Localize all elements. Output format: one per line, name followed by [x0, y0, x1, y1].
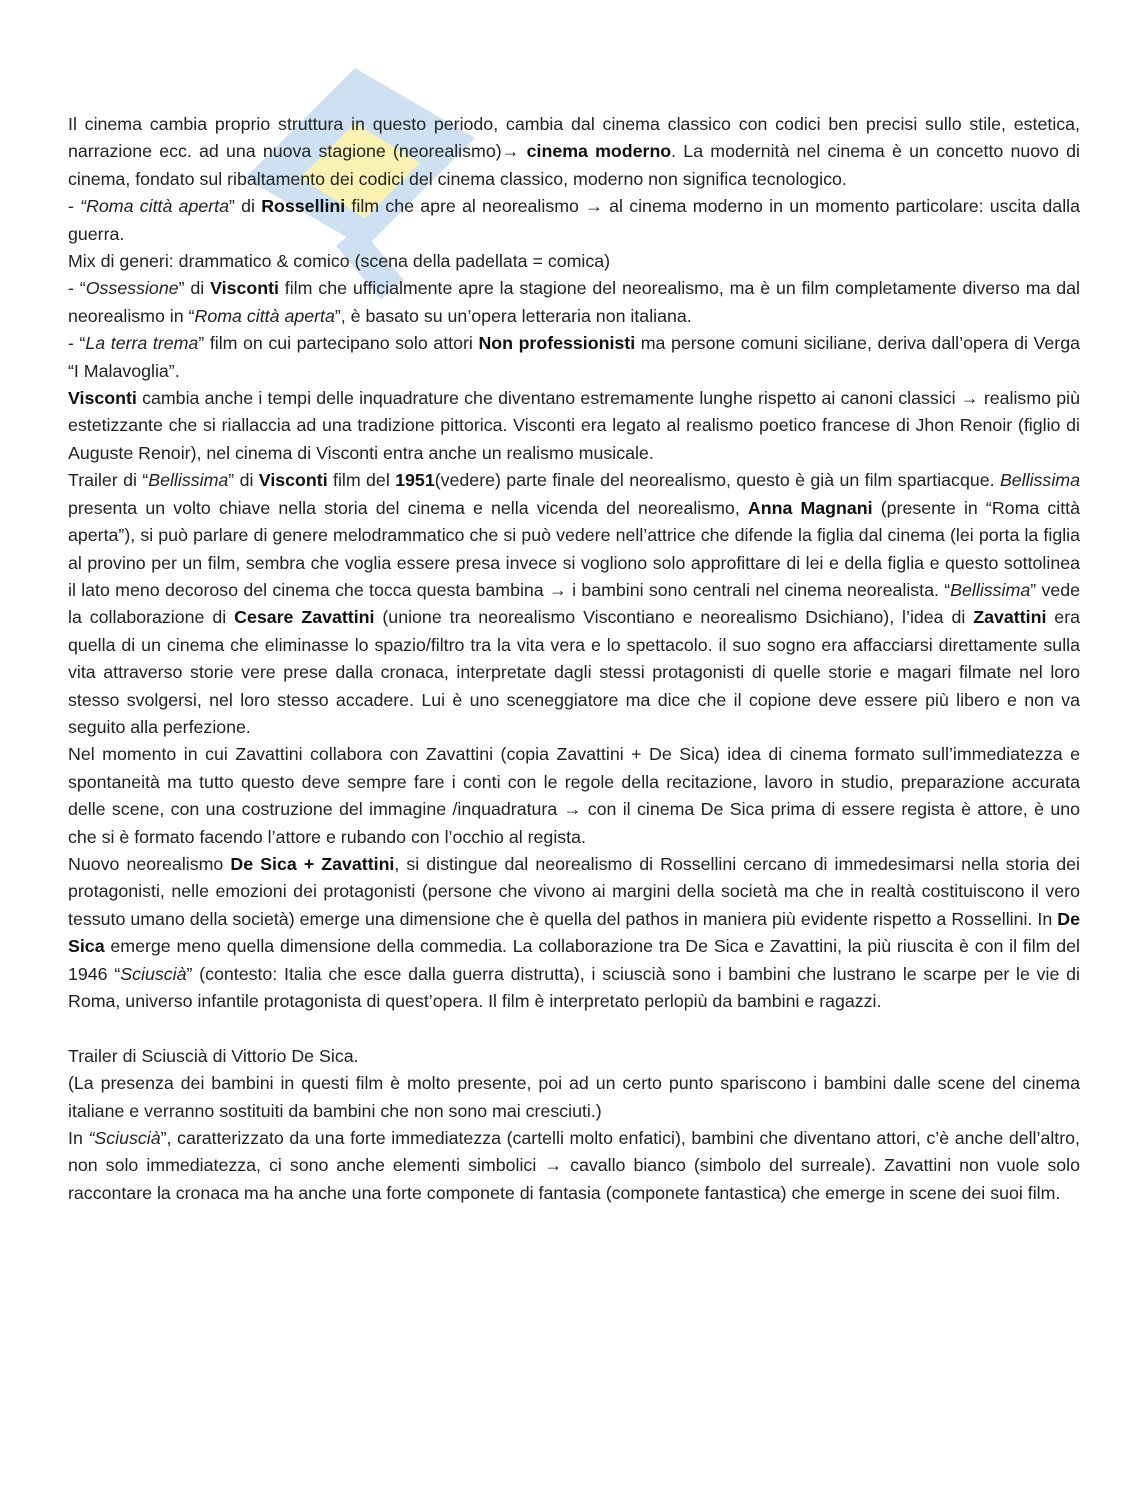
- text: ”, è basato su un’opera letteraria non italiana.: [334, 305, 692, 326]
- text: - “: [68, 278, 86, 299]
- text: ” (contesto: Italia che esce dalla guerra distrutta), i sciuscià sono i bambini che lustrano le scarpe per le vie di Roma, universo infantile protagonista di quest’opera. Il film è interpretato perlopiù da bambini e ragazzi.: [68, 963, 1080, 1011]
- text: ”, caratterizzato da una forte immediatezza (cartelli molto enfatici), bambini che diventano attori, c’è anche dell’altro, non solo immediatezza, ci sono anche elementi simbolici: [68, 1128, 1080, 1176]
- text: Trailer di “: [68, 470, 149, 491]
- film-title: Roma città aperta: [194, 305, 335, 326]
- text: - “: [68, 333, 86, 354]
- writer-name: Cesare Zavattini: [234, 607, 375, 628]
- text: con il cinema De Sica prima di essere regista è attore, è uno che si è formato facendo l’attore e rubando con l’occhio al regista.: [68, 799, 1080, 847]
- paragraph: [68, 275, 1080, 330]
- text: Il cinema cambia proprio struttura in questo periodo, cambia dal cinema classico con codici ben precisi sullo stile, estetica, narrazione ecc. ad una nuova stagione (neorealismo): [68, 114, 1080, 162]
- text: cambia anche i tempi delle inquadrature che diventano estremamente lunghe rispetto ai canoni classici: [136, 388, 961, 409]
- film-title: Bellissima: [950, 579, 1031, 600]
- director-name: De Sica: [68, 908, 1080, 957]
- paragraph: [68, 385, 1080, 467]
- text: ” di: [228, 196, 262, 217]
- director-pair: De Sica + Zavattini: [230, 853, 395, 874]
- text: . La modernità nel cinema è un concetto nuovo di cinema, fondato sul ribaltamento dei codici del cinema classico, moderno non significa tecnologico.: [68, 141, 1080, 189]
- text: i bambini sono centrali nel cinema neorealista. “: [566, 579, 951, 600]
- arrow-icon: →: [563, 799, 582, 820]
- paragraph: [68, 330, 1080, 385]
- film-title: Ossessione: [85, 278, 179, 299]
- actress-name: Anna Magnani: [747, 497, 873, 518]
- paragraph: [68, 1125, 1080, 1207]
- paragraph: [68, 193, 1080, 248]
- paragraph: Trailer di Sciuscià di Vittorio De Sica.: [68, 1045, 359, 1066]
- year: 1951: [395, 470, 435, 491]
- text: film del: [327, 470, 396, 491]
- text: era quella di un cinema che eliminasse lo spazio/filtro tra la vita vera e lo spettacolo. il suo sogno era affacciarsi direttamente sulla vita attraverso storie vere prese dalla cronaca, interpretate dagli stessi protagonisti di quelle storie e magari filmate nel loro stesso svolgersi, nel loro stesso accadere. Lui è uno sceneggiatore ma dice che il copione deve essere più libero e non va seguito alla perfezione.: [68, 607, 1081, 737]
- text: cavallo bianco (simbolo del surreale). Zavattini non vuole solo raccontare la cronaca ma ha anche una forte componete di fantasia (componete fantastica) che emerge in scene dei suoi film.: [68, 1155, 1080, 1203]
- text: In: [68, 1128, 89, 1149]
- director-name: Rossellini: [261, 196, 346, 217]
- text: , si distingue dal neorealismo di Rossellini cercano di immedesimarsi nella storia dei protagonisti, nelle emozioni dei protagonisti (persone che vivono ai margini della società ma che in realtà costituiscono il vero tessuto umano della società) emerge una dimensione che è quella del pathos in maniera più evidente rispetto a Rossellini. In: [68, 853, 1081, 929]
- text: -: [68, 196, 81, 217]
- paragraph: [68, 851, 1080, 1015]
- arrow-icon: →: [501, 141, 520, 162]
- director-name: Visconti: [210, 278, 279, 299]
- director-name: Visconti: [258, 470, 328, 491]
- arrow-icon: →: [585, 196, 603, 217]
- arrow-icon: →: [544, 1155, 563, 1176]
- paragraph: [68, 111, 1080, 193]
- text: realismo più estetizzante che si riallaccia ad una tradizione pittorica. Visconti era legato al realismo poetico francese di Jhon Renoir (figlio di Auguste Renoir), nel cinema di Visconti entra anche un realismo musicale.: [68, 388, 1080, 463]
- director-name: Visconti: [68, 388, 137, 409]
- film-title: Bellissima: [148, 470, 229, 491]
- document-page: [68, 111, 1080, 1207]
- text: film che apre al neorealismo: [345, 196, 586, 217]
- bold-text: cinema moderno: [526, 141, 672, 162]
- text: film che ufficialmente apre la stagione del neorealismo, ma è un film completamente diverso ma dal neorealismo in “: [68, 278, 1080, 326]
- blank-line: [68, 1015, 1080, 1042]
- text: emerge meno quella dimensione della commedia. La collaborazione tra De Sica e Zavattini, la più riuscita è con il film del 1946 “: [68, 936, 1080, 984]
- text: al cinema moderno in un momento particolare: uscita dalla guerra.: [68, 196, 1080, 244]
- paragraph: Mix di generi: drammatico & comico (scena della padellata = comica): [68, 251, 611, 272]
- film-title: “Sciuscià: [88, 1128, 161, 1149]
- paragraph: [68, 467, 1080, 741]
- paragraph: (La presenza dei bambini in questi film è molto presente, poi ad un certo punto spariscono i bambini dalle scene del cinema italiane e verranno sostituiti da bambini che non sono mai cresciuti.): [68, 1073, 1080, 1121]
- text: Nuovo neorealismo: [68, 853, 231, 874]
- text: ” film on cui partecipano solo attori: [198, 333, 479, 354]
- film-title: La terra trema: [85, 333, 199, 354]
- text: ” di: [178, 278, 211, 299]
- arrow-icon: →: [549, 579, 567, 600]
- text: Nel momento in cui Zavattini collabora con Zavattini (copia Zavattini + De Sica) idea di cinema formato sull’immediatezza e spontaneità ma tutto questo deve sempre fare i conti con le regole della recitazione, lavoro in studio, preparazione accurata delle scene, con una costruzione del immagine /inquadratura: [68, 744, 1080, 820]
- text: ma persone comuni siciliane, deriva dall’opera di Verga “I Malavoglia”.: [68, 333, 1080, 381]
- text: presenta un volto chiave nella storia del cinema e nella vicenda del neorealismo,: [68, 497, 748, 518]
- text: ” di: [228, 470, 259, 491]
- writer-name: Zavattini: [973, 607, 1047, 628]
- text: (vedere) parte finale del neorealismo, questo è già un film spartiacque.: [434, 470, 1000, 491]
- bold-text: Non professionisti: [478, 333, 636, 354]
- film-title: Bellissima: [999, 470, 1080, 491]
- paragraph: [68, 741, 1080, 851]
- arrow-icon: →: [960, 388, 979, 409]
- film-title: “Roma città aperta: [80, 196, 229, 217]
- text: ” vede la collaborazione di: [68, 579, 1080, 628]
- film-title: Sciuscià: [120, 963, 187, 984]
- text: (presente in “Roma città aperta”), si può parlare di genere melodrammatico che si può vedere nell’attrice che difende la figlia dal cinema (lei porta la figlia al provino per un film, sembra che voglia essere presa invece si vogliono solo approfittare di lei e della figlia e questo sottolinea il lato meno decoroso del cinema che tocca questa bambina: [68, 497, 1081, 600]
- text: (unione tra neorealismo Viscontiano e neorealismo Dsichiano), l’idea di: [374, 607, 974, 628]
